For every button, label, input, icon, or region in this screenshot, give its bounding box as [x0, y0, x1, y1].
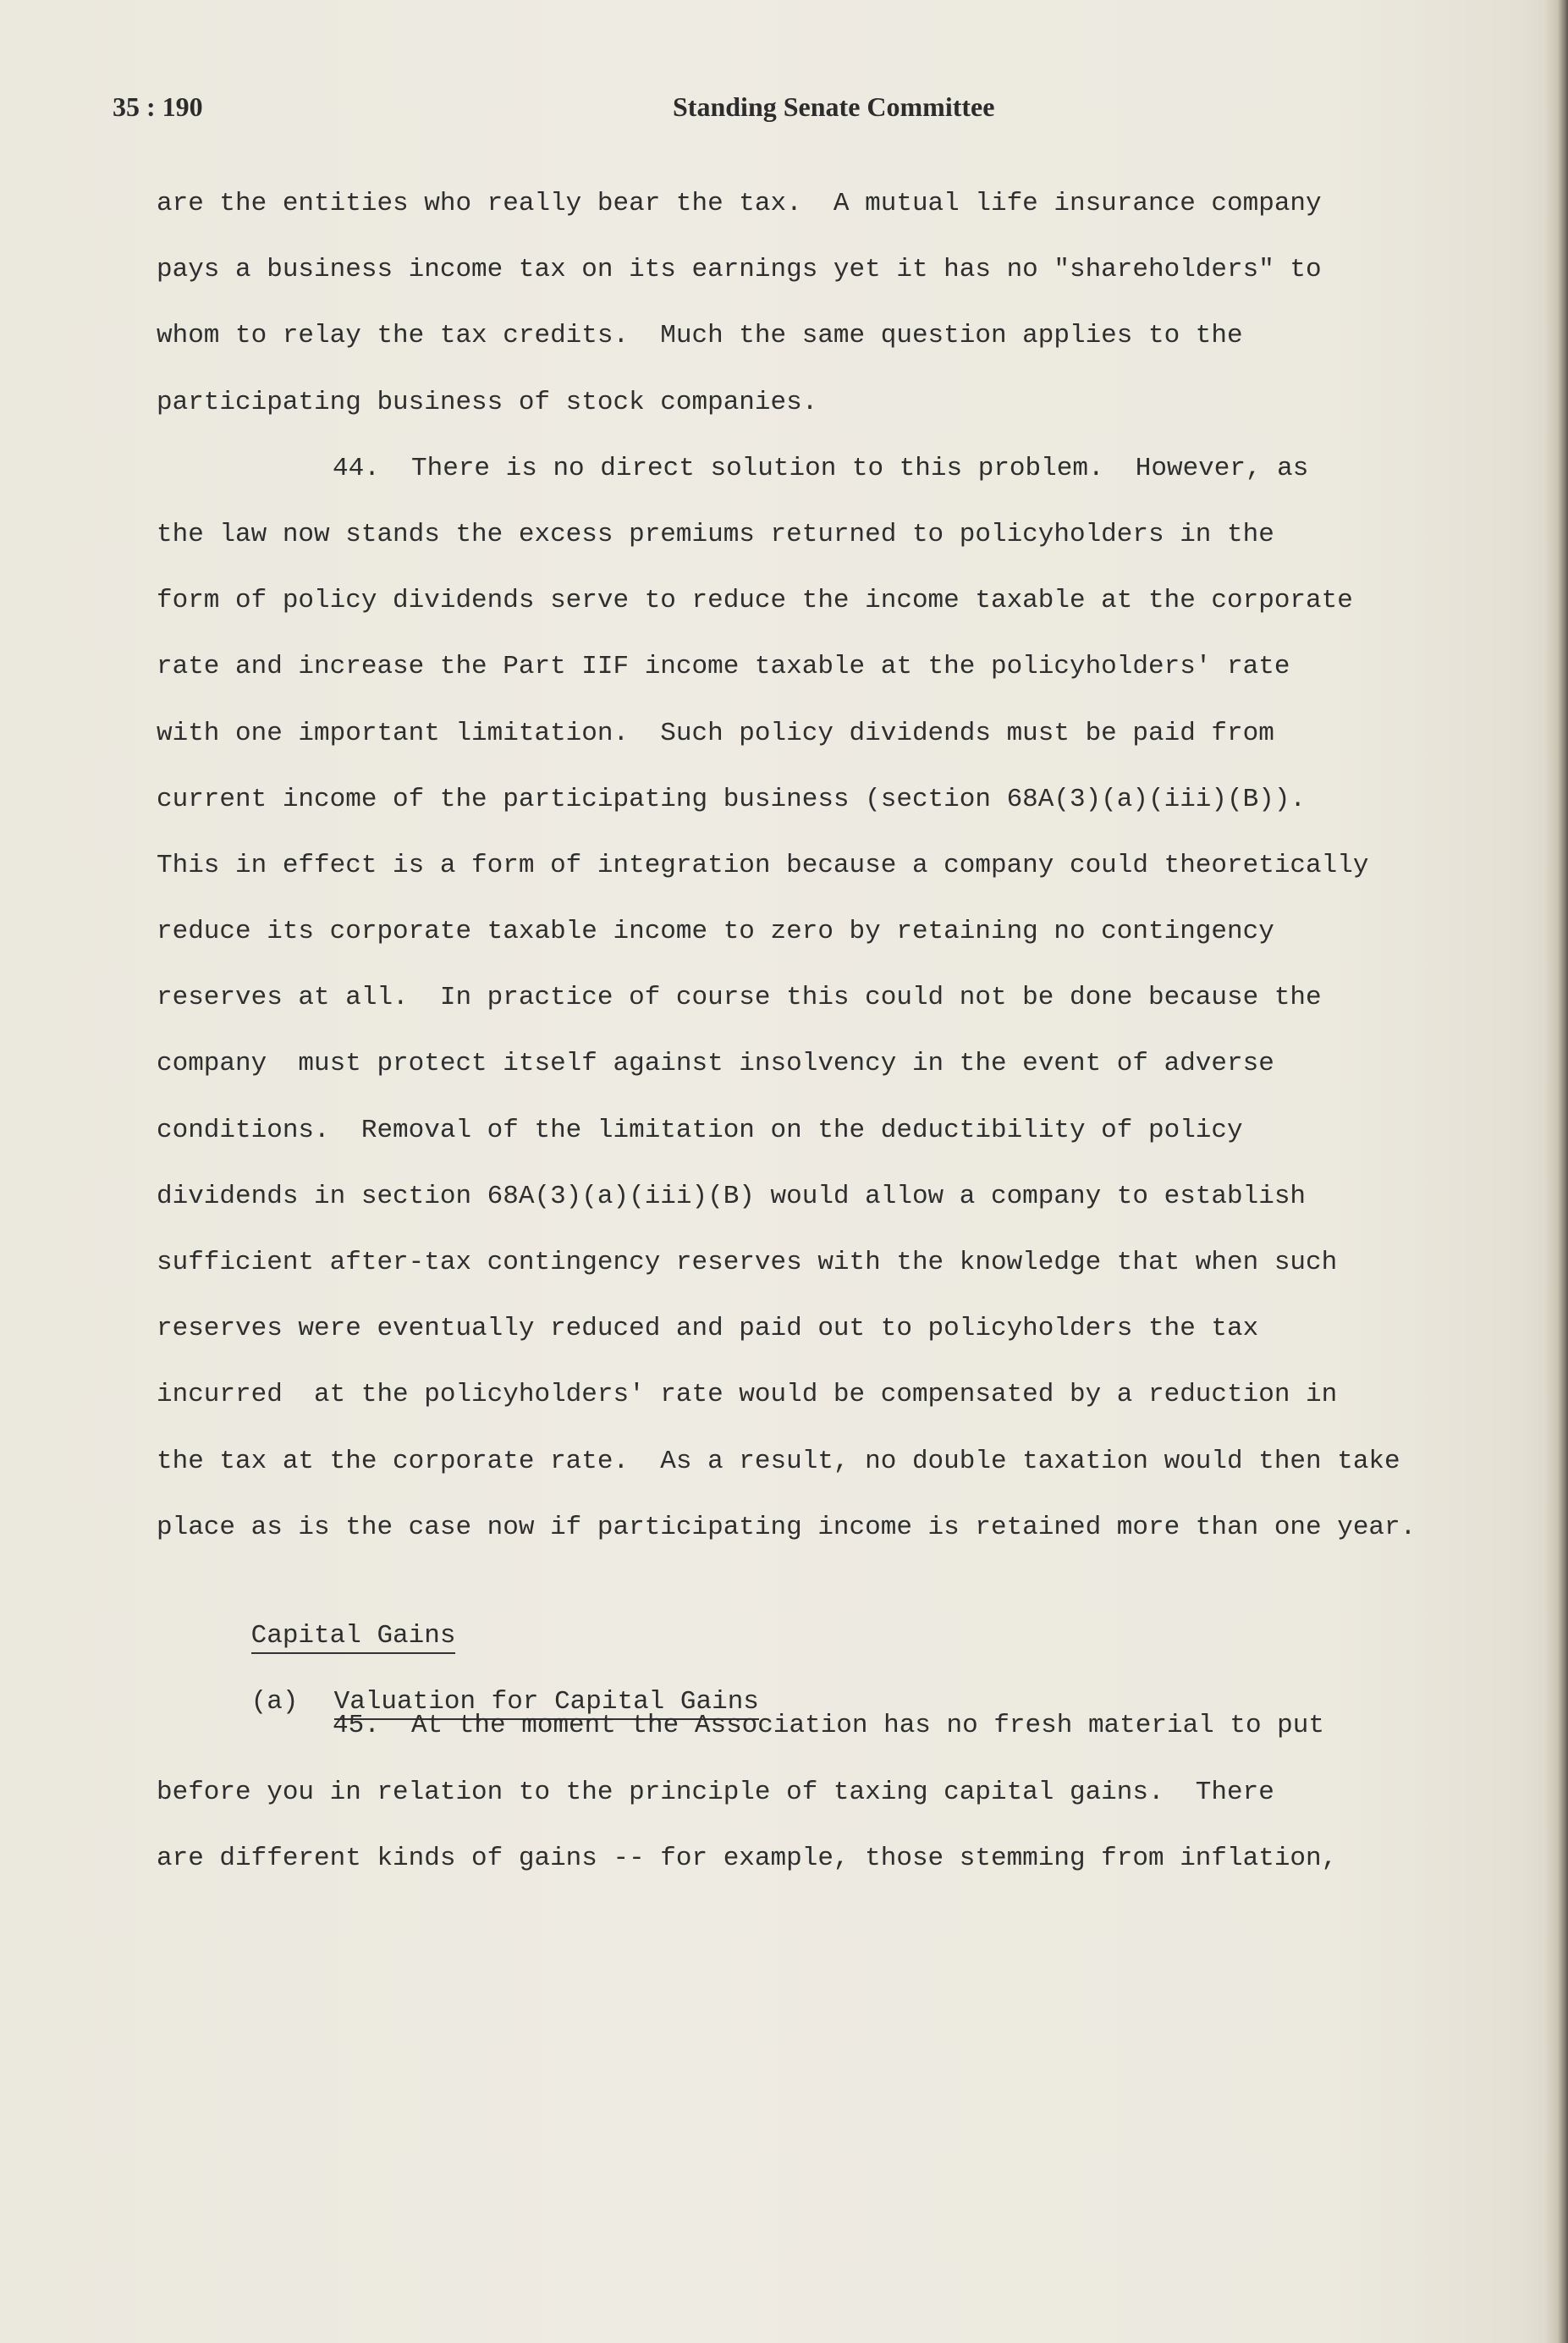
text-line: with one important limitation. Such policy dividends must be paid from [157, 718, 1274, 748]
paragraph-continuation [157, 183, 1477, 448]
text-line: reserves at all. In practice of course this could not be done because the [157, 983, 1322, 1013]
page-number: 35 : 190 [113, 91, 203, 122]
text-line: conditions. Removal of the limitation on the deductibility of policy [157, 1115, 1243, 1145]
text-line: current income of the participating business (section 68A(3)(a)(iii)(B)). [157, 784, 1307, 814]
page-edge [1543, 0, 1568, 2343]
text-line: 45. At the moment the Association has no fresh material to put [333, 1711, 1324, 1741]
text-line: dividends in section 68A(3)(a)(iii)(B) would allow a company to establish [157, 1181, 1307, 1211]
text-line: sufficient after-tax contingency reserves with the knowledge that when such [157, 1248, 1338, 1277]
text-line: form of policy dividends serve to reduce the income taxable at the corporate [157, 586, 1353, 616]
text-line: 44. There is no direct solution to this problem. However, as [333, 453, 1309, 483]
running-title: Standing Senate Committee [673, 91, 995, 122]
text-line: rate and increase the Part IIF income taxable at the policyholders' rate [157, 652, 1290, 682]
paragraph-44 [157, 448, 1477, 1573]
text-line: the law now stands the excess premiums returned to policyholders in the [157, 519, 1274, 549]
text-line: before you in relation to the principle of taxing capital gains. There [157, 1777, 1274, 1807]
document-body [157, 183, 1477, 1904]
paragraph-45 [157, 1705, 1477, 1904]
text-line: incurred at the policyholders' rate would be compensated by a reduction in [157, 1380, 1338, 1410]
valuation-heading: Valuation for Capital Gains [334, 1687, 759, 1720]
section-heading [157, 1573, 1477, 1651]
page-header [0, 91, 1568, 125]
text-line: reduce its corporate taxable income to zero by retaining no contingency [157, 917, 1274, 947]
text-line: reserves were eventually reduced and paid out to policyholders the tax [157, 1314, 1259, 1344]
text-line: place as is the case now if participating income is retained more than one year. [157, 1512, 1417, 1542]
text-line: the tax at the corporate rate. As a result, no double taxation would then take [157, 1446, 1400, 1476]
text-line: company must protect itself against insolvency in the event of adverse [157, 1049, 1274, 1079]
text-line: are the entities who really bear the tax. A mutual life insurance company [157, 189, 1322, 218]
capital-gains-heading: Capital Gains [251, 1621, 456, 1654]
text-line: pays a business income tax on its earnings yet it has no "shareholders" to [157, 255, 1322, 285]
text-line: participating business of stock companies. [157, 387, 818, 417]
text-line: whom to relay the tax credits. Much the same question applies to the [157, 321, 1243, 351]
text-line: This in effect is a form of integration because a company could theoretically [157, 850, 1369, 880]
subsection-label: (a) [250, 1687, 299, 1717]
text-line: are different kinds of gains -- for example, those stemming from inflation, [157, 1843, 1338, 1873]
